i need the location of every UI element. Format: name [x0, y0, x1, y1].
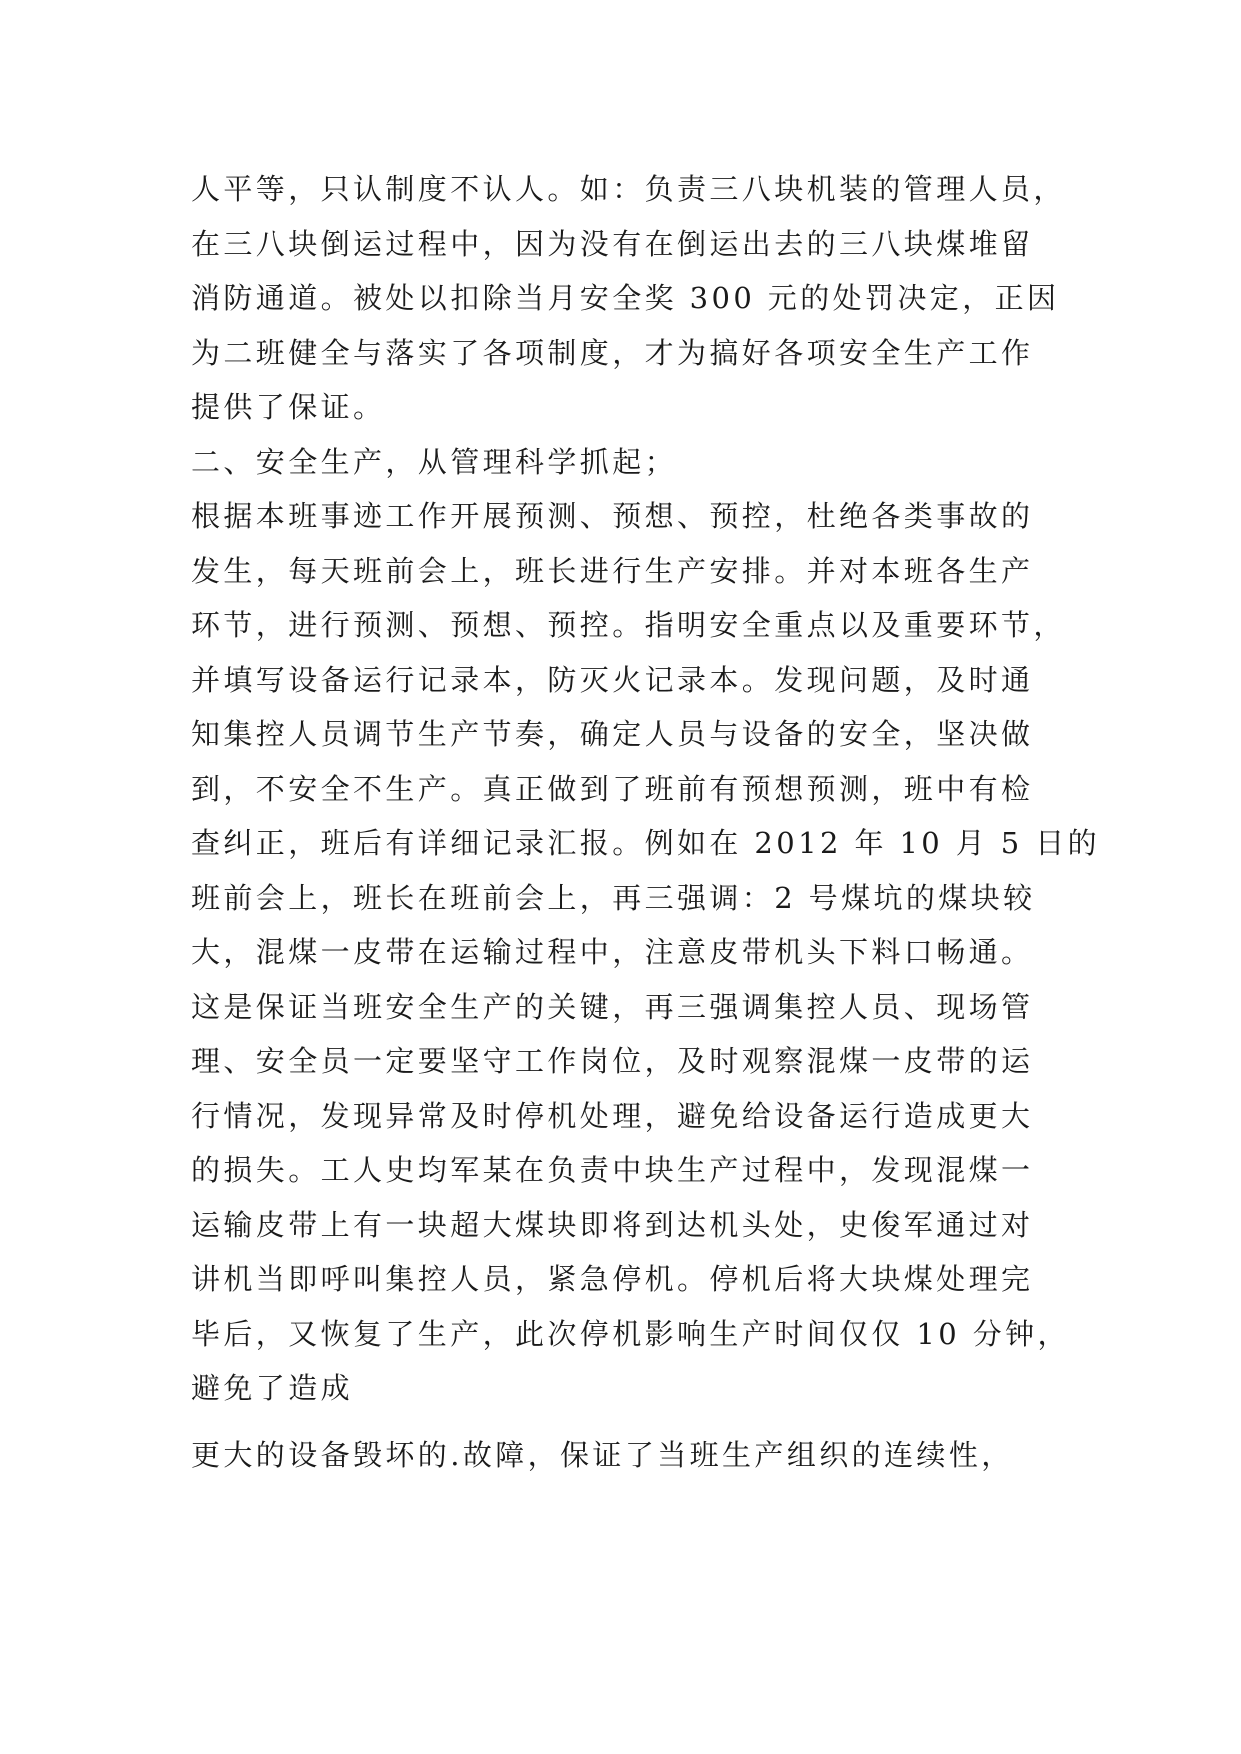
text-line: 到，不安全不生产。真正做到了班前有预想预测，班中有检 [191, 771, 1034, 806]
text-line: 在三八块倒运过程中，因为没有在倒运出去的三八块煤堆留 [191, 226, 1034, 261]
text-line: 查纠正，班后有详细记录汇报。例如在 2012 年 10 月 5 日的 [191, 826, 1101, 860]
body-text [191, 162, 1101, 1482]
text-line: 发生，每天班前会上，班长进行生产安排。并对本班各生产 [191, 553, 1034, 588]
text-line: 环节，进行预测、预想、预控。指明安全重点以及重要环节， [191, 608, 1066, 642]
text-line: 毕后，又恢复了生产，此次停机影响生产时间仅仅 10 分钟， [191, 1316, 1070, 1351]
text-line: 并填写设备运行记录本，防灭火记录本。发现问题，及时通 [191, 662, 1034, 697]
text-line: 为二班健全与落实了各项制度，才为搞好各项安全生产工作 [191, 335, 1034, 370]
text-line: 知集控人员调节生产节奏，确定人员与设备的安全，坚决做 [191, 717, 1034, 751]
text-line: 这是保证当班安全生产的关键，再三强调集控人员、现场管 [191, 989, 1034, 1024]
text-line: 提供了保证。 [191, 390, 386, 424]
text-line: 班前会上，班长在班前会上，再三强调：2 号煤坑的煤块较 [191, 880, 1036, 915]
text-line: 人平等，只认制度不认人。如：负责三八块机装的管理人员， [191, 172, 1066, 206]
text-line: 理、安全员一定要坚守工作岗位，及时观察混煤一皮带的运 [191, 1044, 1034, 1078]
text-line: 消防通道。被处以扣除当月安全奖 300 元的处罚决定，正因 [191, 281, 1060, 315]
text-line: 行情况，发现异常及时停机处理，避免给设备运行造成更大 [191, 1098, 1034, 1133]
text-line: 的损失。工人史均军某在负责中块生产过程中，发现混煤一 [191, 1153, 1034, 1187]
text-line: 大，混煤一皮带在运输过程中，注意皮带机头下料口畅通。 [191, 935, 1034, 969]
text-line: 避免了造成 [191, 1371, 354, 1405]
text-line: 讲机当即呼叫集控人员，紧急停机。停机后将大块煤处理完 [191, 1262, 1034, 1296]
text-line: 更大的设备毁坏的.故障，保证了当班生产组织的连续性， [191, 1437, 1014, 1472]
text-line: 根据本班事迹工作开展预测、预想、预控，杜绝各类事故的 [191, 499, 1034, 533]
text-line: 运输皮带上有一块超大煤块即将到达机头处，史俊军通过对 [191, 1207, 1034, 1242]
section-heading: 二、安全生产，从管理科学抓起； [191, 444, 678, 479]
